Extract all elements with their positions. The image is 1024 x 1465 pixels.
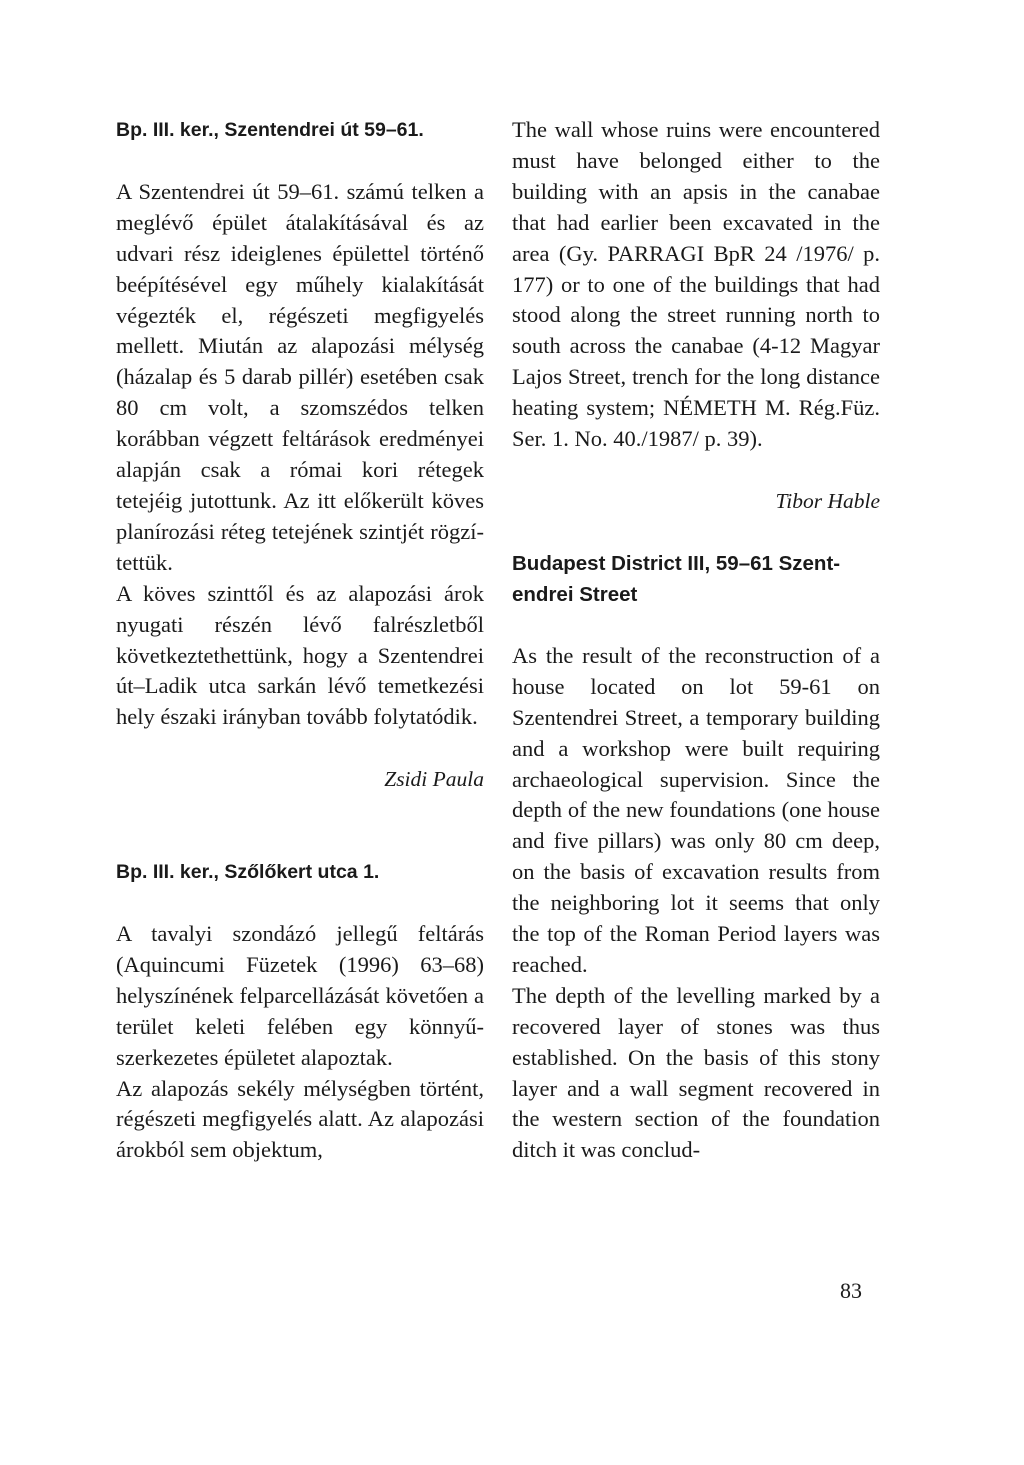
section-heading: Budapest District III, 59–61 Szentendrei Street	[512, 551, 841, 606]
section-heading: Bp. III. ker., Szentendrei út 59–61.	[116, 119, 424, 141]
paragraph: As the result of the reconstruction of a house located on lot 59-61 on Szentendrei Street, a temporary building and a workshop were built requiring archaeological supervision. Since the depth of the new foundations (one house and five pillars) was only 80 cm deep, on the basis of excavation results from the neighboring lot it seems that only the top of the Roman Period layers was reached.	[512, 642, 880, 977]
page-number: 83	[840, 1278, 862, 1303]
paragraph: The depth of the levelling marked by a recovered layer of stones was thus established. On the basis of this stony layer and a wall segment recovered in the western section of the foundation ditch it was conclud-	[512, 982, 880, 1163]
section-heading: Bp. III. ker., Szőlőkert utca 1.	[116, 861, 380, 884]
author-signature: Tibor Hable	[775, 488, 880, 513]
paragraph: A köves szinttől és az alapozási árok nyugati részén lévő falrészletből következtethettünk, hogy a Szentendrei út–Ladik utca sarkán lévő temetkezési hely északi irányban tovább folytatódik.	[116, 580, 484, 730]
paragraph: The wall whose ruins were encountered must have belonged either to the building with an apsis in the canabae that had earlier been excavated in the area (Gy. PARRAGI BpR 24 /1976/ p. 177) or to one of the buildings that had stood along the street running north to south across the canabae (4-12 Magyar Lajos Street, trench for the long distance heating system; NÉMETH M. Rég.Füz. Ser. 1. No. 40./1987/ p. 39).	[512, 117, 880, 452]
paragraph: A Szentendrei út 59–61. számú telken a meglévő épület átalakításával és az udvari rész ideiglenes épülettel történő beépítésével egy műhely kialakítását végezték el, régészeti megfigyelés mellett. Miután az alapozási mélység (házalap és 5 darab pillér) esetében csak 80 cm volt, a szomszédos telken korábban végzett feltárások eredményei alapján csak a római kori rétegek tetejéig jutottunk. Az itt előkerült köves planírozási réteg tetejének szintjét rögzítettük.	[116, 178, 484, 575]
paragraph: Az alapozás sekély mélységben történt, régészeti megfigyelés alatt. Az alapozási árokból sem objektum,	[116, 1075, 484, 1163]
paragraph: A tavalyi szondázó jellegű feltárás (Aquincumi Füzetek (1996) 63–68) helyszínének felparcellázását követően a terület keleti felében egy könnyűszerkezetes épületet alapoztak.	[116, 921, 484, 1070]
author-signature: Zsidi Paula	[384, 767, 484, 792]
right-column	[512, 115, 880, 1166]
left-column	[116, 115, 484, 1166]
